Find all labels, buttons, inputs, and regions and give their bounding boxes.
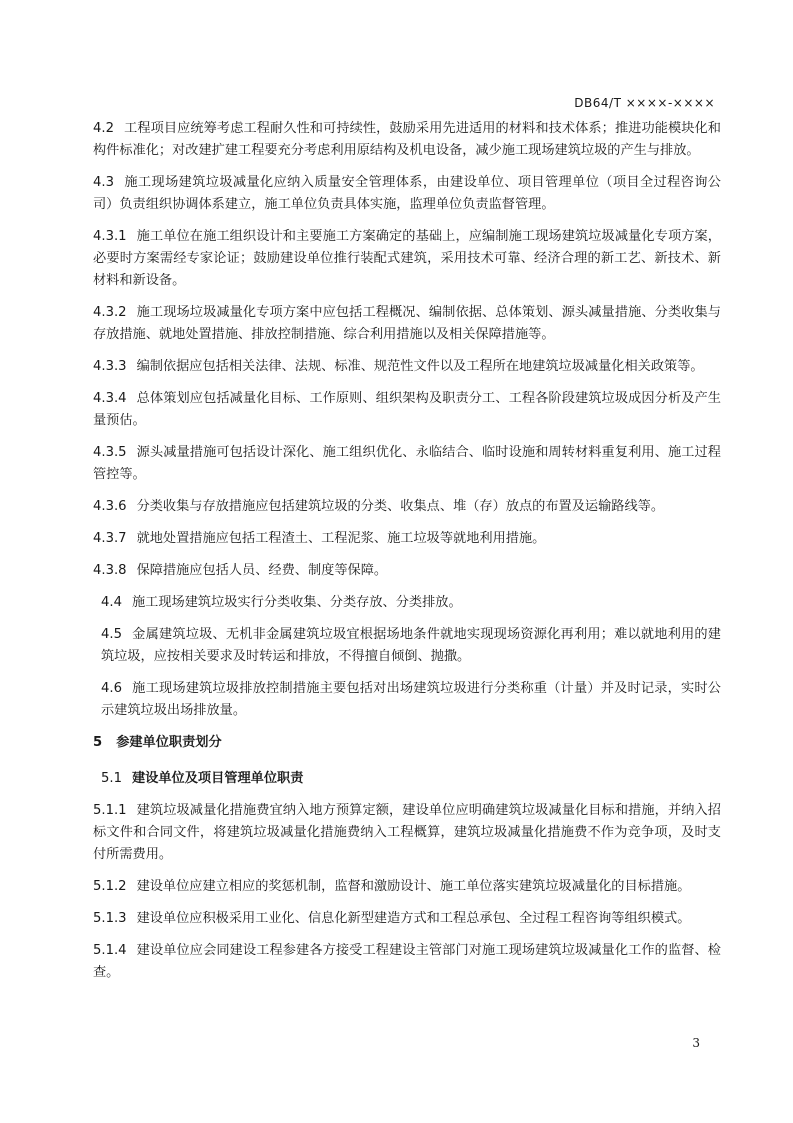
clause-paragraph xyxy=(93,226,721,292)
clause-paragraph xyxy=(93,592,721,614)
clause-text: 施工现场垃圾减量化专项方案中应包括工程概况、编制依据、总体策划、源头减量措施、分类收集与存放措施、就地处置措施、排放控制措施、综合利用措施以及相关保障措施等。 xyxy=(93,305,721,342)
clause-paragraph xyxy=(93,496,721,518)
clause-number: 4.3.1 xyxy=(93,229,127,244)
clause-number: 5.1.1 xyxy=(93,803,127,818)
clause-paragraph xyxy=(93,908,721,930)
clause-paragraph xyxy=(93,528,721,550)
clause-paragraph xyxy=(93,560,721,582)
subsection-title: 建设单位及项目管理单位职责 xyxy=(131,771,304,786)
clause-text: 总体策划应包括减量化目标、工作原则、组织架构及职责分工、工程各阶段建筑垃圾成因分析及产生量预估。 xyxy=(93,391,721,428)
clause-paragraph xyxy=(93,940,721,984)
clause-number: 4.5 xyxy=(101,627,122,642)
clause-text: 建设单位应积极采用工业化、信息化新型建造方式和工程总承包、全过程工程咨询等组织模式。 xyxy=(136,911,691,926)
clause-number: 4.3.2 xyxy=(93,305,127,320)
clause-number: 4.3.4 xyxy=(93,391,127,406)
clause-text: 施工单位在施工组织设计和主要施工方案确定的基础上，应编制施工现场建筑垃圾减量化专项方案，必要时方案需经专家论证；鼓励建设单位推行装配式建筑，采用技术可靠、经济合理的新工艺、新技术、新材料和新设备。 xyxy=(93,229,721,288)
clause-number: 4.3.5 xyxy=(93,445,127,460)
clause-paragraph xyxy=(93,172,721,216)
section-number: 5 xyxy=(93,735,103,750)
clause-text: 建设单位应建立相应的奖惩机制，监督和激励设计、施工单位落实建筑垃圾减量化的目标措施。 xyxy=(136,879,691,894)
subsection-heading xyxy=(101,768,721,790)
clause-number: 4.2 xyxy=(93,121,114,136)
clause-number: 5.1.2 xyxy=(93,879,127,894)
clause-number: 4.4 xyxy=(101,595,122,610)
clause-number: 4.3.3 xyxy=(93,359,127,374)
clause-number: 5.1.3 xyxy=(93,911,127,926)
section-title: 参建单位职责划分 xyxy=(116,735,222,750)
clause-text: 施工现场建筑垃圾实行分类收集、分类存放、分类排放。 xyxy=(131,595,462,610)
clause-text: 就地处置措施应包括工程渣土、工程泥浆、施工垃圾等就地利用措施。 xyxy=(136,531,546,546)
clause-text: 工程项目应统筹考虑工程耐久性和可持续性，鼓励采用先进适用的材料和技术体系；推进功能模块化和构件标准化；对改建扩建工程要充分考虑利用原结构及机电设备，减少施工现场建筑垃圾的产生与排放。 xyxy=(93,121,721,158)
clause-text: 分类收集与存放措施应包括建筑垃圾的分类、收集点、堆（存）放点的布置及运输路线等。 xyxy=(136,499,665,514)
clause-paragraph xyxy=(93,678,721,722)
page-number: 3 xyxy=(692,1036,700,1050)
clause-paragraph xyxy=(93,624,721,668)
clause-text: 施工现场建筑垃圾减量化应纳入质量安全管理体系，由建设单位、项目管理单位（项目全过程咨询公司）负责组织协调体系建立，施工单位负责具体实施，监理单位负责监督管理。 xyxy=(93,175,721,212)
clause-text: 施工现场建筑垃圾排放控制措施主要包括对出场建筑垃圾进行分类称重（计量）并及时记录，实时公示建筑垃圾出场排放量。 xyxy=(101,681,721,718)
clause-number: 4.6 xyxy=(101,681,122,696)
clause-number: 4.3 xyxy=(93,175,114,190)
clause-text: 保障措施应包括人员、经费、制度等保障。 xyxy=(136,563,388,578)
clause-text: 源头减量措施可包括设计深化、施工组织优化、永临结合、临时设施和周转材料重复利用、施工过程管控等。 xyxy=(93,445,721,482)
document-code: DB64/T ××××-×××× xyxy=(574,96,715,110)
clause-paragraph xyxy=(93,442,721,486)
clause-paragraph xyxy=(93,800,721,866)
clause-paragraph xyxy=(93,118,721,162)
clause-text: 金属建筑垃圾、无机非金属建筑垃圾宜根据场地条件就地实现现场资源化再利用；难以就地利用的建筑垃圾，应按相关要求及时转运和排放，不得擅自倾倒、抛撒。 xyxy=(101,627,721,664)
clause-paragraph xyxy=(93,302,721,346)
clause-paragraph xyxy=(93,388,721,432)
subsection-number: 5.1 xyxy=(101,771,122,786)
clause-number: 4.3.6 xyxy=(93,499,127,514)
clause-number: 5.1.4 xyxy=(93,943,127,958)
clause-paragraph xyxy=(93,356,721,378)
section5-paragraphs xyxy=(93,800,721,984)
clause-text: 建筑垃圾减量化措施费宜纳入地方预算定额，建设单位应明确建筑垃圾减量化目标和措施，并纳入招标文件和合同文件，将建筑垃圾减量化措施费纳入工程概算，建筑垃圾减量化措施费不作为竞争项，及时支付所需费用。 xyxy=(93,803,721,862)
clause-text: 建设单位应会同建设工程参建各方接受工程建设主管部门对施工现场建筑垃圾减量化工作的监督、检查。 xyxy=(93,943,721,980)
clause-paragraph xyxy=(93,876,721,898)
clause-text: 编制依据应包括相关法律、法规、标准、规范性文件以及工程所在地建筑垃圾减量化相关政策等。 xyxy=(136,359,704,374)
clause-number: 4.3.8 xyxy=(93,563,127,578)
clause-number: 4.3.7 xyxy=(93,531,127,546)
document-body xyxy=(93,118,721,994)
section4-paragraphs xyxy=(93,118,721,722)
section-heading xyxy=(93,732,721,754)
